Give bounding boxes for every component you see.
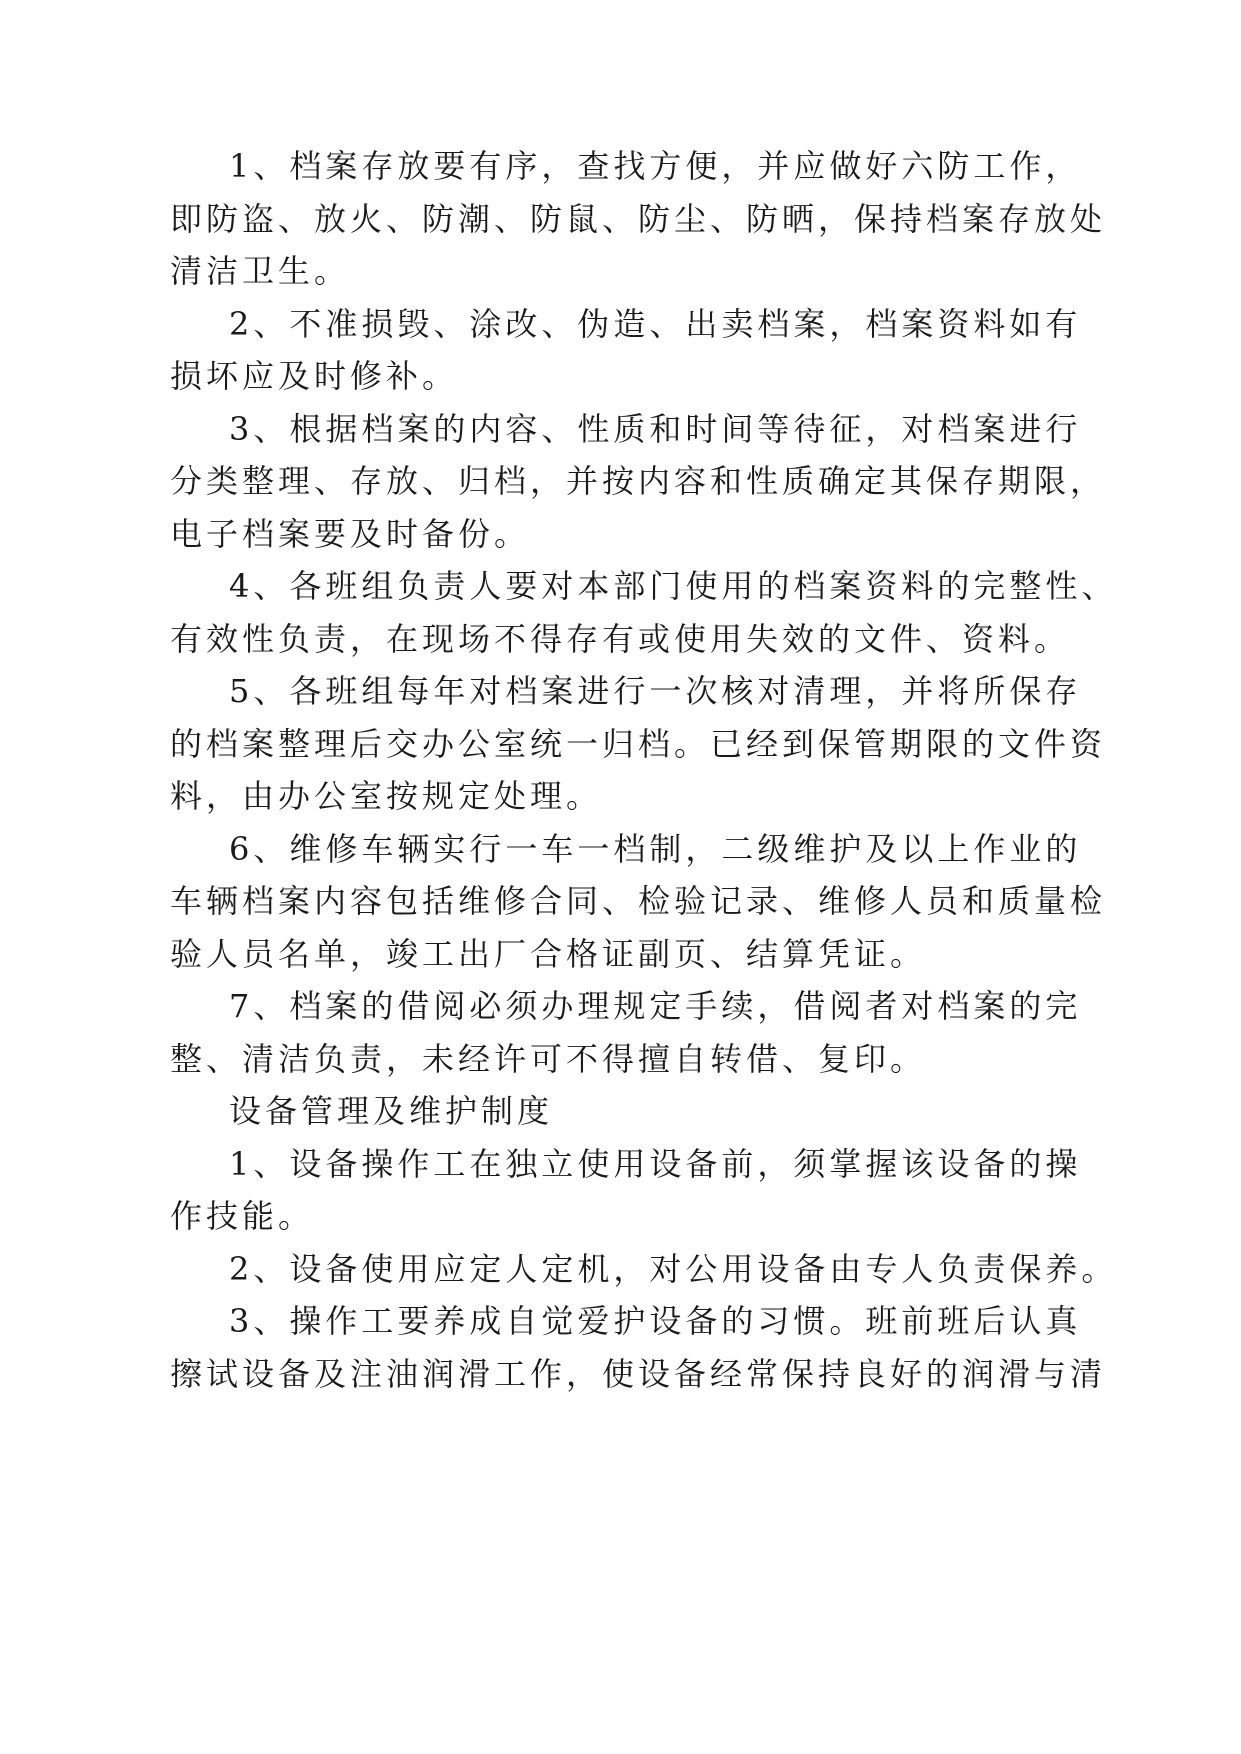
text-line: 6、维修车辆实行一车一档制，二级维护及以上作业的 <box>229 830 1082 868</box>
text-line: 整、清洁负责，未经许可不得擅自转借、复印。 <box>170 1040 927 1078</box>
text-line: 有效性负责，在现场不得存有或使用失效的文件、资料。 <box>170 620 1071 658</box>
text-line: 验人员名单，竣工出厂合格证副页、结算凭证。 <box>170 935 927 973</box>
text-line: 料，由办公室按规定处理。 <box>170 777 603 815</box>
text-line: 2、不准损毁、涂改、伪造、出卖档案，档案资料如有 <box>229 305 1082 343</box>
text-line: 1、设备操作工在独立使用设备前，须掌握该设备的操 <box>229 1145 1082 1183</box>
text-line: 分类整理、存放、归档，并按内容和性质确定其保存期限， <box>170 462 1107 500</box>
text-line: 车辆档案内容包括维修合同、检验记录、维修人员和质量检 <box>170 882 1107 920</box>
text-line: 1、档案存放要有序，查找方便，并应做好六防工作， <box>229 147 1082 185</box>
text-line: 的档案整理后交办公室统一归档。已经到保管期限的文件资 <box>170 725 1107 763</box>
text-line: 损坏应及时修补。 <box>170 357 459 395</box>
section-heading: 设备管理及维护制度 <box>229 1092 554 1130</box>
text-line: 电子档案要及时备份。 <box>170 515 531 553</box>
text-line: 5、各班组每年对档案进行一次核对清理，并将所保存 <box>229 672 1082 710</box>
text-line: 即防盗、放火、防潮、防鼠、防尘、防晒，保持档案存放处 <box>170 200 1107 238</box>
text-line: 7、档案的借阅必须办理规定手续，借阅者对档案的完 <box>229 987 1082 1025</box>
text-line: 4、各班组负责人要对本部门使用的档案资料的完整性、 <box>229 567 1118 605</box>
text-line: 3、根据档案的内容、性质和时间等待征，对档案进行 <box>229 410 1082 448</box>
text-line: 擦试设备及注油润滑工作，使设备经常保持良好的润滑与清 <box>170 1355 1107 1393</box>
text-line: 清洁卫生。 <box>170 252 351 290</box>
text-line: 3、操作工要养成自觉爱护设备的习惯。班前班后认真 <box>229 1302 1082 1340</box>
text-line: 2、设备使用应定人定机，对公用设备由专人负责保养。 <box>229 1250 1118 1288</box>
text-line: 作技能。 <box>170 1197 315 1235</box>
